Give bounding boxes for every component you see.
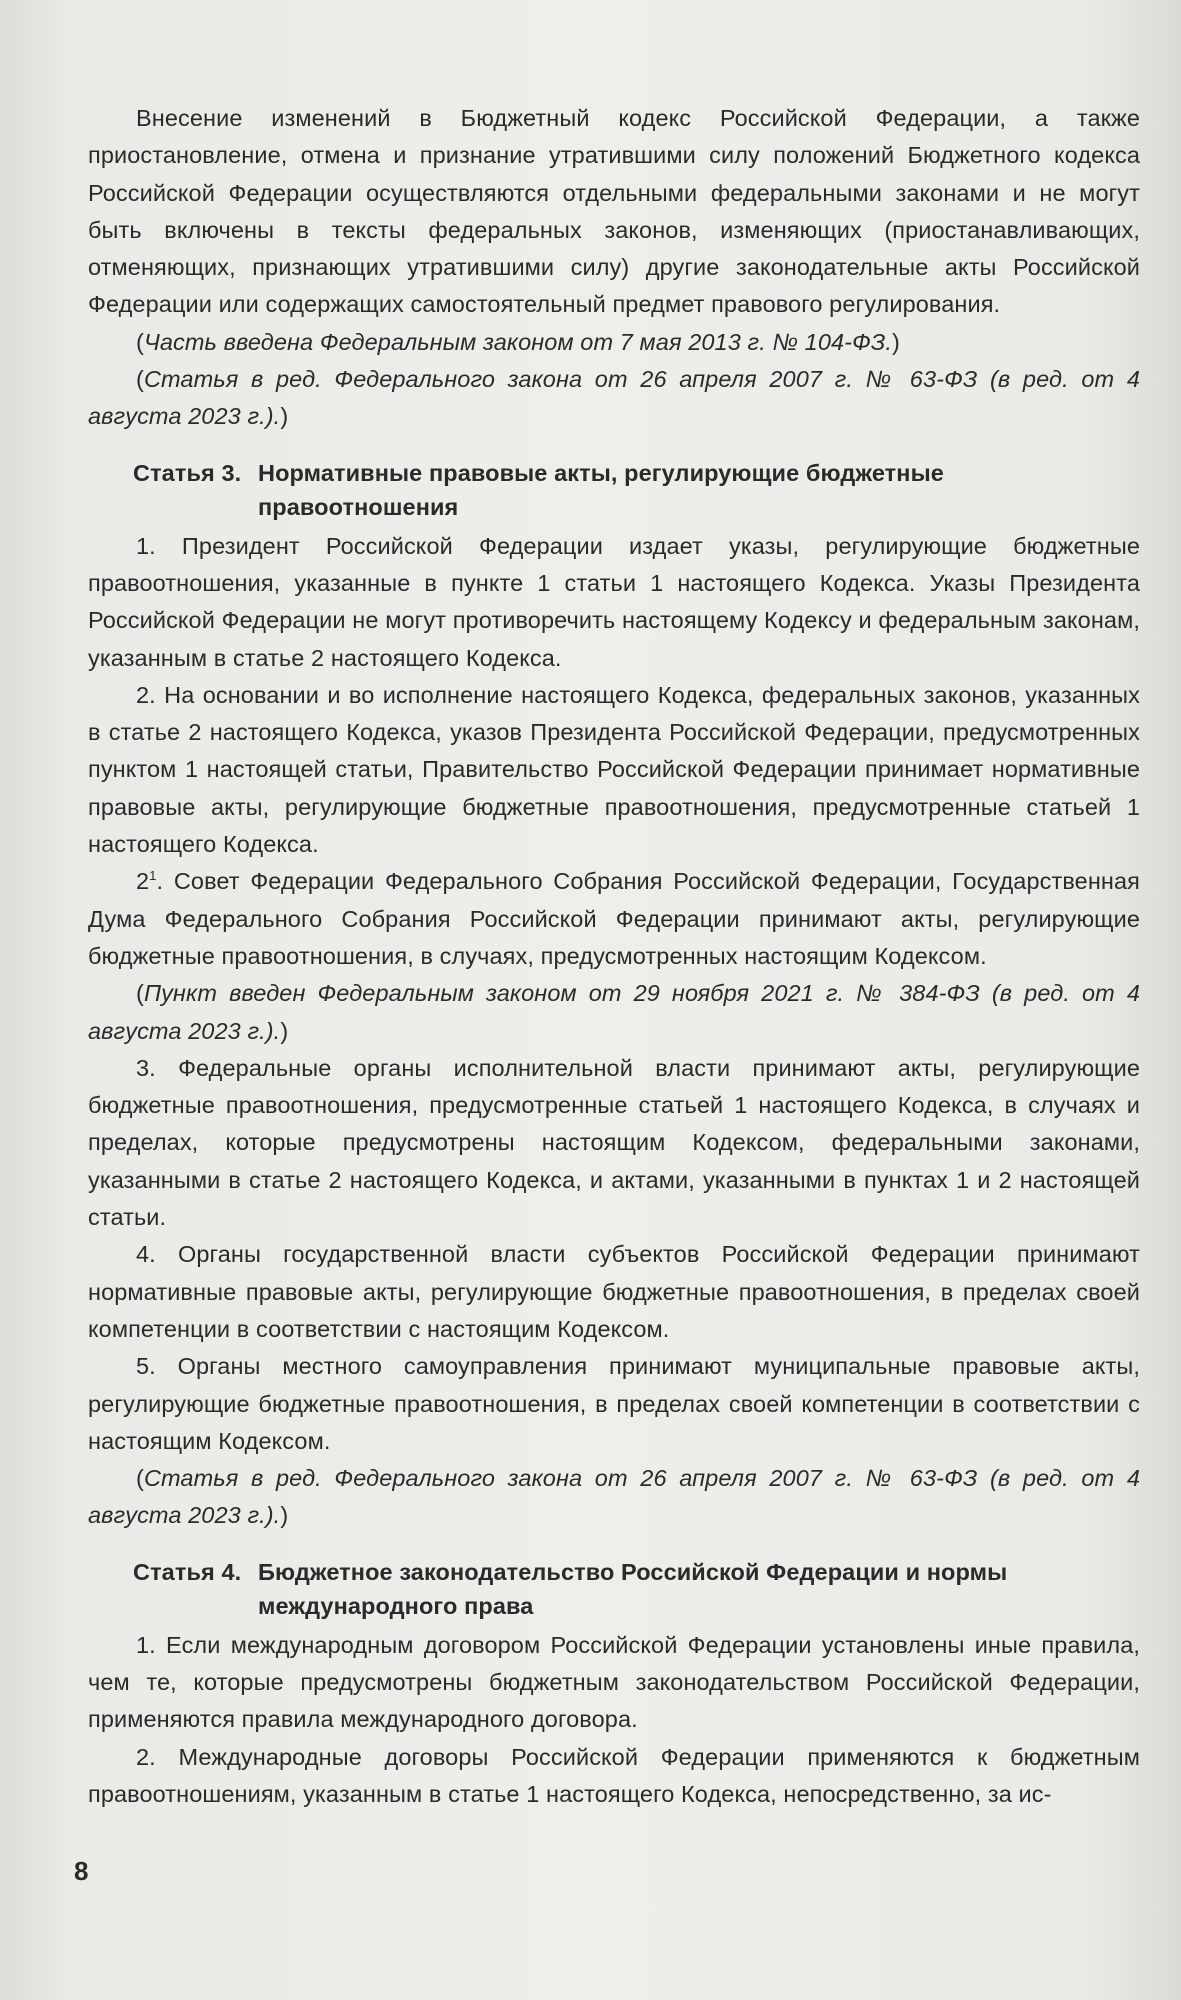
article-3-label: Статья 3. — [133, 459, 242, 486]
article-4-point-2: 2. Международные договоры Российской Федерации применяются к бюджетным правоотношениям, указанным в статье 1 настоящего Кодекса, непосредственно, за ис- — [88, 1743, 1140, 1807]
point-2-1-text: . Совет Федерации Федерального Собрания Российской Федерации, Государственная Дума Федерального Собрания Российской Федерации принимают акты, регулирующие бюджетные правоотношения, в случаях, предусмотренных настоящим Кодексом. — [88, 868, 1140, 969]
intro-note-2-text: Статья в ред. Федерального закона от 26 апреля 2007 г. № 63-ФЗ (в ред. от 4 августа 2023 г.). — [88, 366, 1140, 430]
article-3-point-2: 2. На основании и во исполнение настоящего Кодекса, федеральных законов, указанных в статье 2 настоящего Кодекса, указов Президента Российской Федерации, предусмотренных пунктом 1 настоящей статьи, Правительство Российской Федерации принимает нормативные правовые акты, регулирующие бюджетные правоотношения, предусмотренные статьей 1 настоящего Кодекса. — [88, 681, 1140, 858]
article-3-point-2-1 — [88, 863, 1140, 975]
intro-paragraph: Внесение изменений в Бюджетный кодекс Российской Федерации, а также приостановление, отмена и признание утратившими силу положений Бюджетного кодекса Российской Федерации осуществляются отдельными федеральными законами и не могут быть включены в тексты федеральных законов, изменяющих (приостанавливающих, отменяющих, признающих утратившими силу) другие законодательные акты Российской Федерации или содержащих самостоятельный предмет правового регулирования. — [88, 105, 1140, 318]
article-3-title: Нормативные правовые акты, регулирующие бюджетные правоотношения — [258, 459, 944, 520]
article-4-title: Бюджетное законодательство Российской Федерации и нормы международного права — [258, 1558, 1008, 1619]
article-3-end-note: (Статья в ред. Федерального закона от 26 апреля 2007 г. № 63-ФЗ (в ред. от 4 августа 2023 г.).) — [88, 1465, 1140, 1529]
article-3-point-3: 3. Федеральные органы исполнительной власти принимают акты, регулирующие бюджетные правоотношения, предусмотренные статьей 1 настоящего Кодекса, в случаях и пределах, которые предусмотрены настоящим Кодексом, федеральными законами, указанными в статье 2 настоящего Кодекса, и актами, указанными в пунктах 1 и 2 настоящей статьи. — [88, 1054, 1140, 1231]
intro-note-2: (Статья в ред. Федерального закона от 26 апреля 2007 г. № 63-ФЗ (в ред. от 4 августа 2023 г.).) — [88, 366, 1140, 430]
article-4-heading — [88, 1555, 1140, 1623]
article-4-label: Статья 4. — [133, 1558, 242, 1585]
article-3-point-2-1-note: (Пункт введен Федеральным законом от 29 ноября 2021 г. № 384-ФЗ (в ред. от 4 августа 2023 г.).) — [88, 980, 1140, 1044]
page-number: 8 — [74, 1856, 89, 1886]
article-3-point-4: 4. Органы государственной власти субъектов Российской Федерации принимают нормативные правовые акты, регулирующие бюджетные правоотношения, в пределах своей компетенции в соответствии с настоящим Кодексом. — [88, 1241, 1140, 1342]
point-2-1-note-text: Пункт введен Федеральным законом от 29 ноября 2021 г. № 384-ФЗ (в ред. от 4 августа 2023 г.). — [88, 980, 1140, 1044]
article-3-point-1: 1. Президент Российской Федерации издает указы, регулирующие бюджетные правоотношения, указанные в пункте 1 статьи 1 настоящего Кодекса. Указы Президента Российской Федерации не могут противоречить настоящему Кодексу и федеральным законам, указанным в статье 2 настоящего Кодекса. — [88, 532, 1140, 671]
article-3-point-5: 5. Органы местного самоуправления принимают муниципальные правовые акты, регулирующие бюджетные правоотношения, в пределах своей компетенции в соответствии с настоящим Кодексом. — [88, 1353, 1140, 1454]
article-3-heading — [88, 456, 1140, 524]
intro-note-1-text: Часть введена Федеральным законом от 7 мая 2013 г. № 104-ФЗ. — [143, 328, 893, 355]
point-2-1-number: 2 — [136, 868, 150, 895]
point-2-1-superscript: 1 — [149, 868, 157, 884]
intro-note-1: (Часть введена Федеральным законом от 7 мая 2013 г. № 104-ФЗ.) — [136, 328, 900, 355]
article-3-end-note-text: Статья в ред. Федерального закона от 26 апреля 2007 г. № 63-ФЗ (в ред. от 4 августа 2023 г.). — [88, 1465, 1140, 1529]
page-text — [88, 100, 1140, 1813]
article-4-point-1: 1. Если международным договором Российской Федерации установлены иные правила, чем те, которые предусмотрены бюджетным законодательством Российской Федерации, применяются правила международного договора. — [88, 1631, 1140, 1733]
